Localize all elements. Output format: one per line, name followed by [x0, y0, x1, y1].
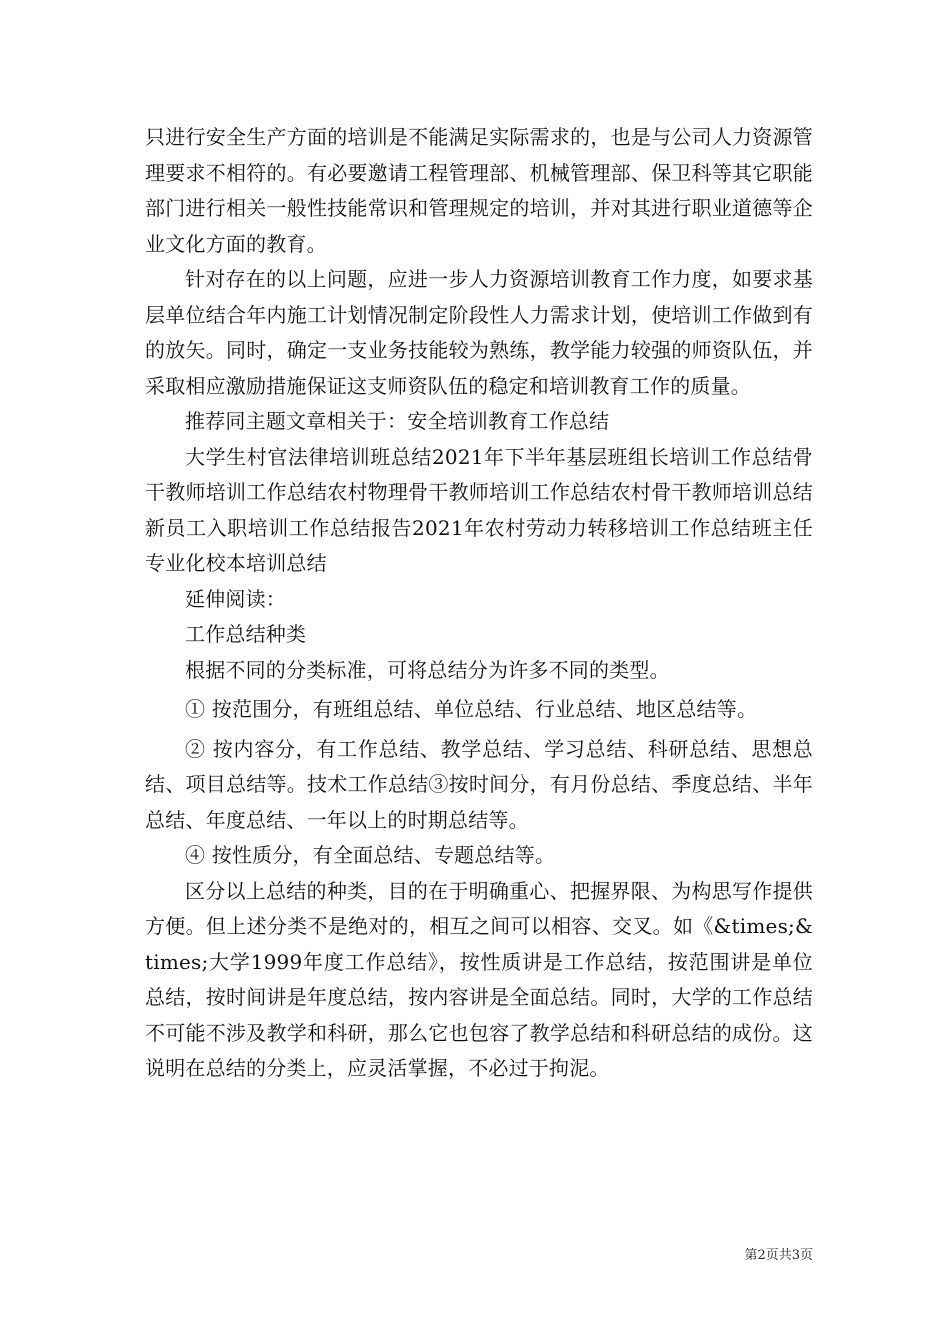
- paragraph-summary-types-heading: 工作总结种类: [185, 622, 307, 646]
- paragraph-related-articles: 大学生村官法律培训班总结2021年下半年基层班组长培训工作总结骨干教师培训工作总结农村物理骨干教师培训工作总结农村骨干教师培训总结新员工入职培训工作总结报告2021年农村劳动力转移培训工作总结班主任专业化校本培训总结: [145, 444, 813, 575]
- paragraph-classification-intro: 根据不同的分类标准，可将总结分为许多不同的类型。: [185, 657, 670, 682]
- paragraph-extended-reading: 延伸阅读：: [185, 586, 286, 611]
- paragraph-by-scope: ① 按范围分，有班组总结、单位总结、行业总结、地区总结等。: [185, 697, 758, 721]
- paragraph-training-scope: 只进行安全生产方面的培训是不能满足实际需求的，也是与公司人力资源管理要求不相符的。有必要邀请工程管理部、机械管理部、保卫科等其它职能部门进行相关一般性技能常识和管理规定的培训，并对其进行职业道德等企业文化方面的教育。: [145, 125, 813, 256]
- document-body: [145, 120, 813, 1087]
- paragraph-by-nature: ④ 按性质分，有全面总结、专题总结等。: [185, 843, 556, 867]
- paragraph-by-content: ② 按内容分，有工作总结、教学总结、学习总结、科研总结、思想总结、项目总结等。技术工作总结③按时间分，有月份总结、季度总结、半年总结、年度总结、一年以上的时期总结等。: [145, 736, 813, 832]
- paragraph-classification-purpose: 区分以上总结的种类，目的在于明确重心、把握界限、为构思写作提供方便。但上述分类不是绝对的，相互之间可以相容、交叉。如《&times;&times;大学1999年度工作总结》，按性质讲是工作总结，按范围讲是单位总结，按时间讲是年度总结，按内容讲是全面总结。同时，大学的工作总结不可能不涉及教学和科研，那么它也包容了教学总结和科研总结的成份。这说明在总结的分类上，应灵活掌握，不必过于拘泥。: [145, 878, 813, 1080]
- paragraph-issues-measures: 针对存在的以上问题，应进一步人力资源培训教育工作力度，如要求基层单位结合年内施工计划情况制定阶段性人力需求计划，使培训工作做到有的放矢。同时，确定一支业务技能较为熟练，教学能力较强的师资队伍，并采取相应激励措施保证这支师资队伍的稳定和培训教育工作的质量。: [145, 267, 813, 398]
- paragraph-recommended-topic: 推荐同主题文章相关于：安全培训教育工作总结: [185, 409, 610, 433]
- page-number-footer: 第2页共3页: [744, 1248, 813, 1263]
